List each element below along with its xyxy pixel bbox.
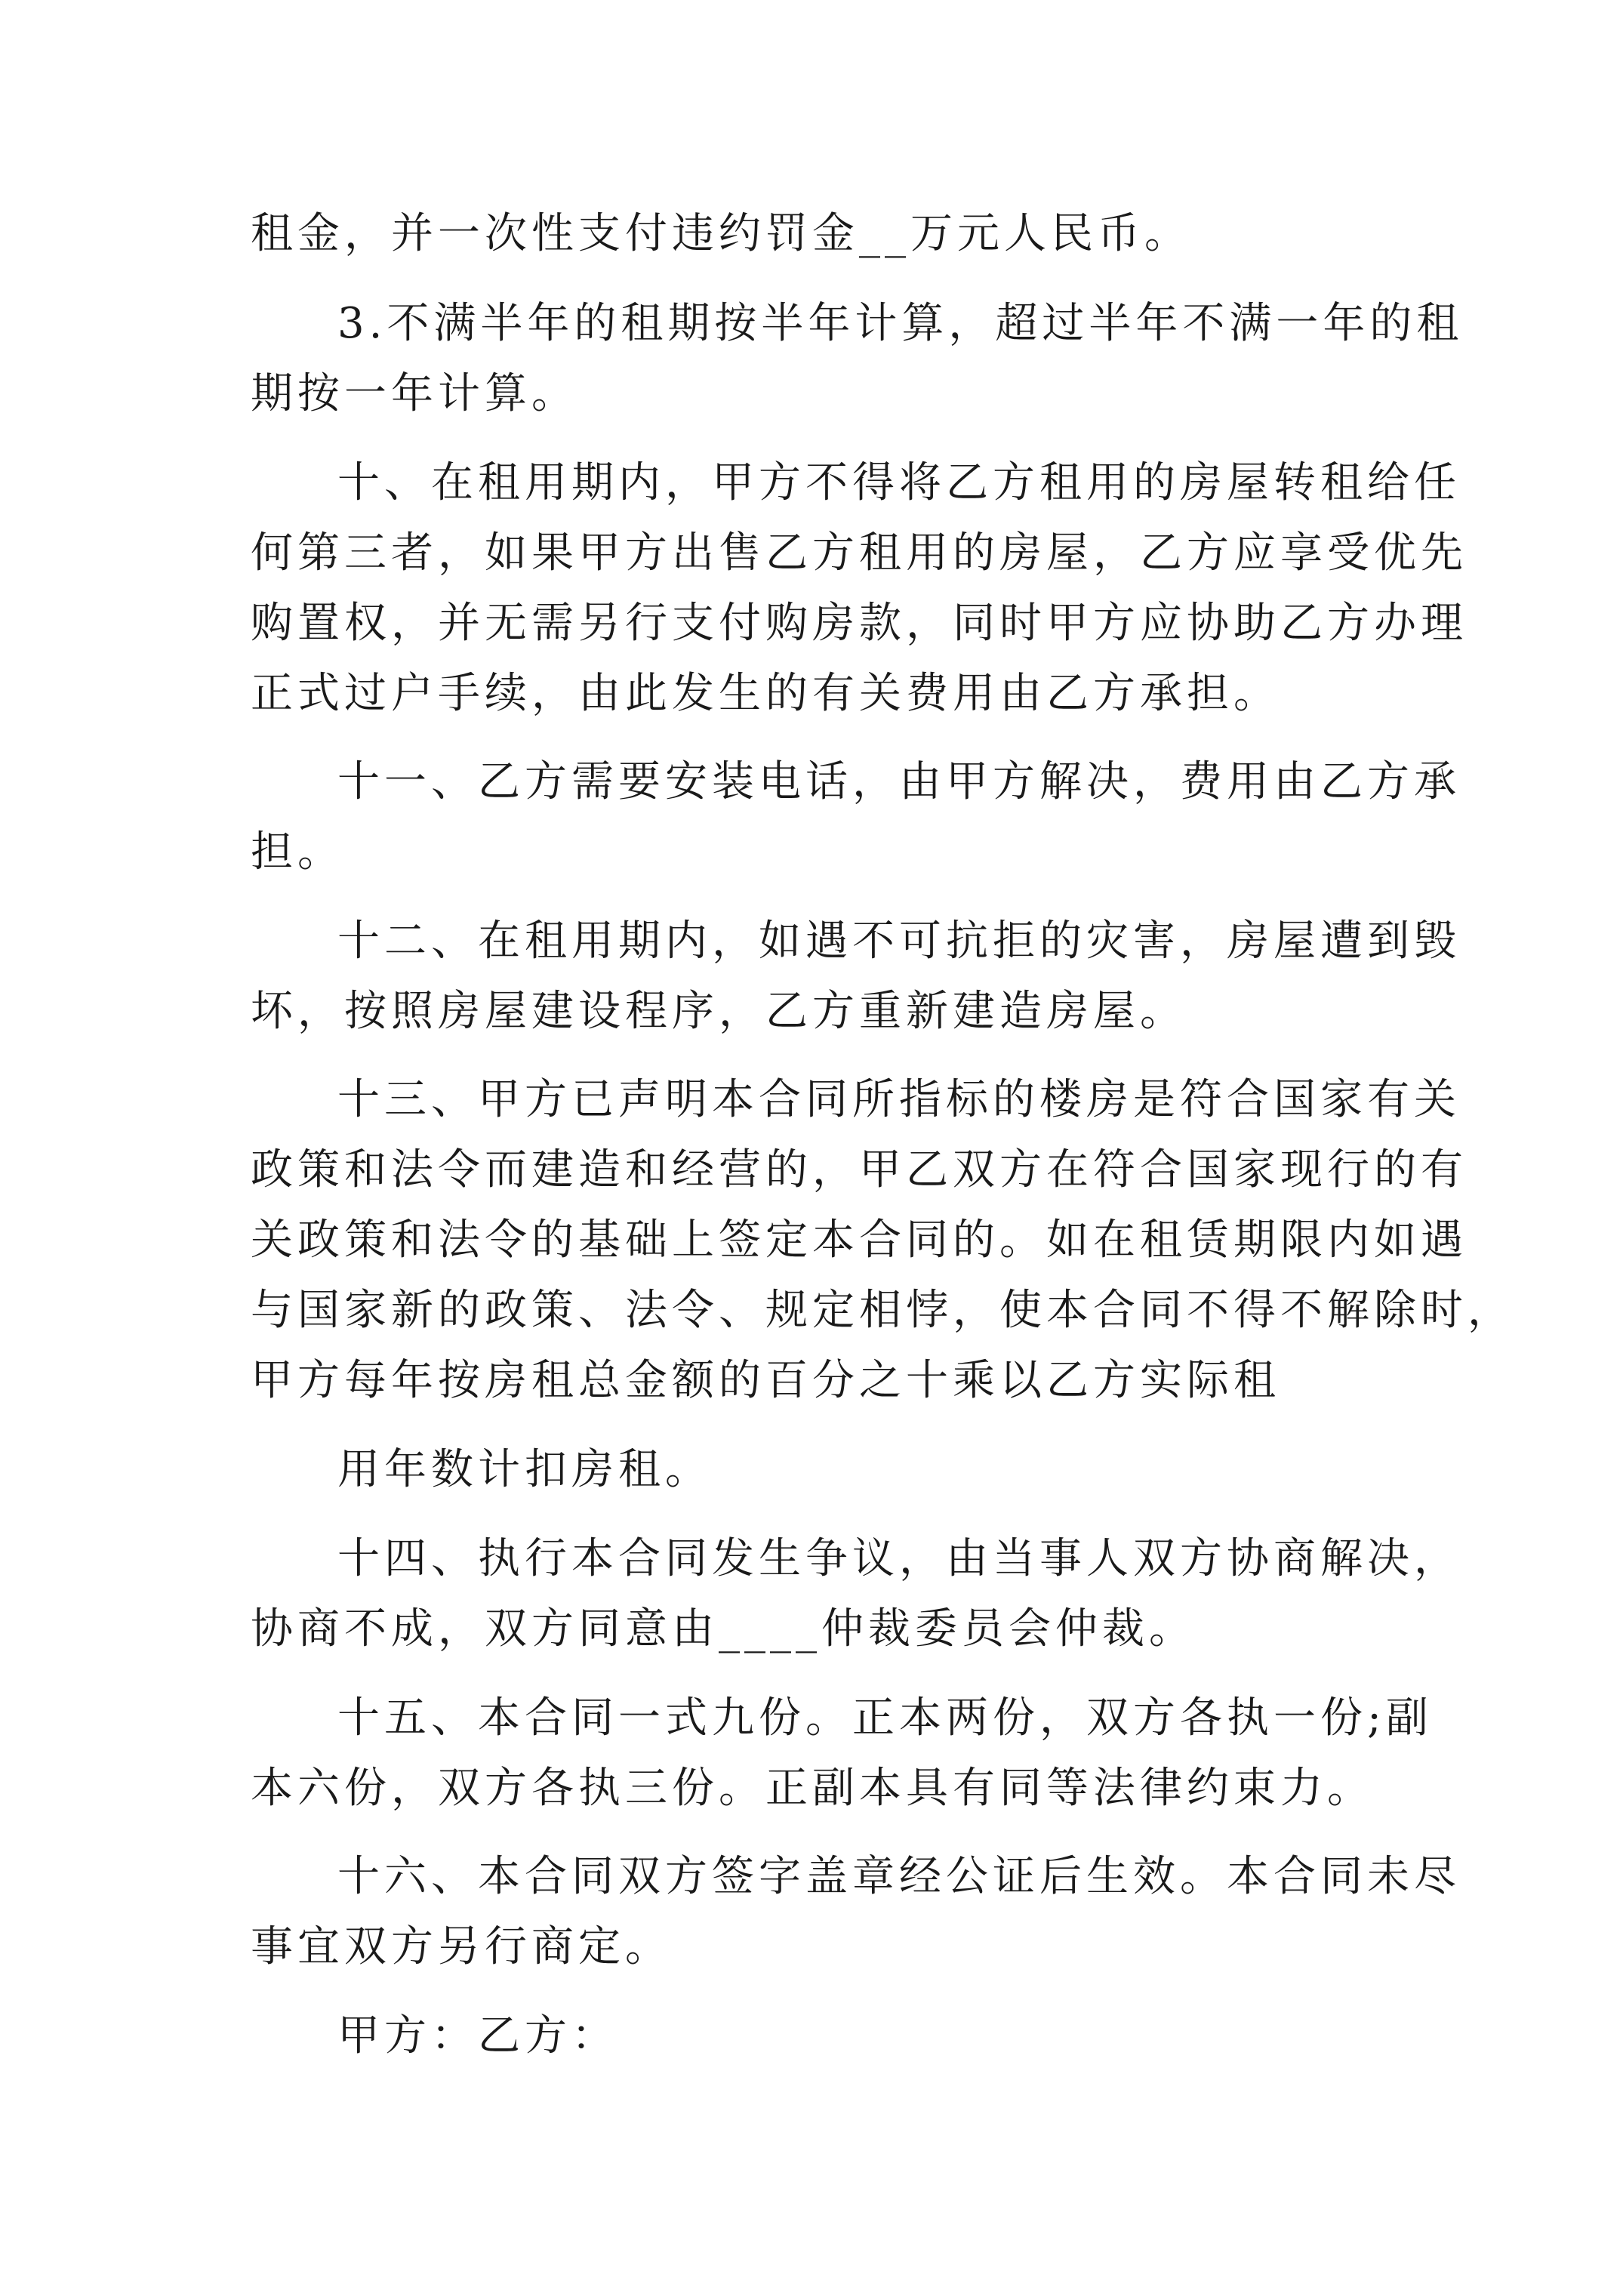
- text-line: 期按一年计算。: [251, 369, 578, 418]
- text-line: 坏，按照房屋建设程序，乙方重新建造房屋。: [251, 987, 1187, 1036]
- text-line: 正式过户手续，由此发生的有关费用由乙方承担。: [251, 669, 1280, 718]
- text-line: 何第三者，如果甲方出售乙方租用的房屋，乙方应享受优先: [251, 529, 1467, 578]
- text-line: 协商不成，双方同意由____仲裁委员会仲裁。: [251, 1604, 1196, 1653]
- text-line: 十五、本合同一式九份。正本两份，双方各执一份;副: [337, 1693, 1433, 1743]
- text-line: 3.不满半年的租期按半年计算，超过半年不满一年的租: [337, 299, 1464, 348]
- text-line: 与国家新的政策、法令、规定相悖，使本合同不得不解除时，: [251, 1286, 1514, 1335]
- text-line: 租金，并一次性支付违约罚金__万元人民币。: [251, 209, 1191, 258]
- signature-line: 甲方：乙方：: [337, 2011, 618, 2060]
- text-line: 十、在租用期内，甲方不得将乙方租用的房屋转租给任: [337, 458, 1461, 507]
- text-line: 甲方每年按房租总金额的百分之十乘以乙方实际租: [251, 1356, 1280, 1405]
- text-line: 用年数计扣房租。: [337, 1445, 712, 1494]
- text-line: 十二、在租用期内，如遇不可抗拒的灾害，房屋遭到毁: [337, 917, 1461, 966]
- text-line: 十一、乙方需要安装电话，由甲方解决，费用由乙方承: [337, 757, 1461, 806]
- text-line: 十四、执行本合同发生争议，由当事人双方协商解决，: [337, 1534, 1461, 1583]
- text-line: 关政策和法令的基础上签定本合同的。如在租赁期限内如遇: [251, 1216, 1467, 1265]
- text-line: 政策和法令而建造和经营的，甲乙双方在符合国家现行的有: [251, 1145, 1467, 1194]
- text-line: 十三、甲方已声明本合同所指标的楼房是符合国家有关: [337, 1075, 1461, 1124]
- text-line: 担。: [251, 827, 344, 877]
- text-line: 本六份，双方各执三份。正副本具有同等法律约束力。: [251, 1764, 1374, 1813]
- text-line: 事宜双方另行商定。: [251, 1922, 672, 1971]
- text-line: 购置权，并无需另行支付购房款，同时甲方应协助乙方办理: [251, 599, 1467, 648]
- text-line: 十六、本合同双方签字盖章经公证后生效。本合同未尽: [337, 1852, 1461, 1901]
